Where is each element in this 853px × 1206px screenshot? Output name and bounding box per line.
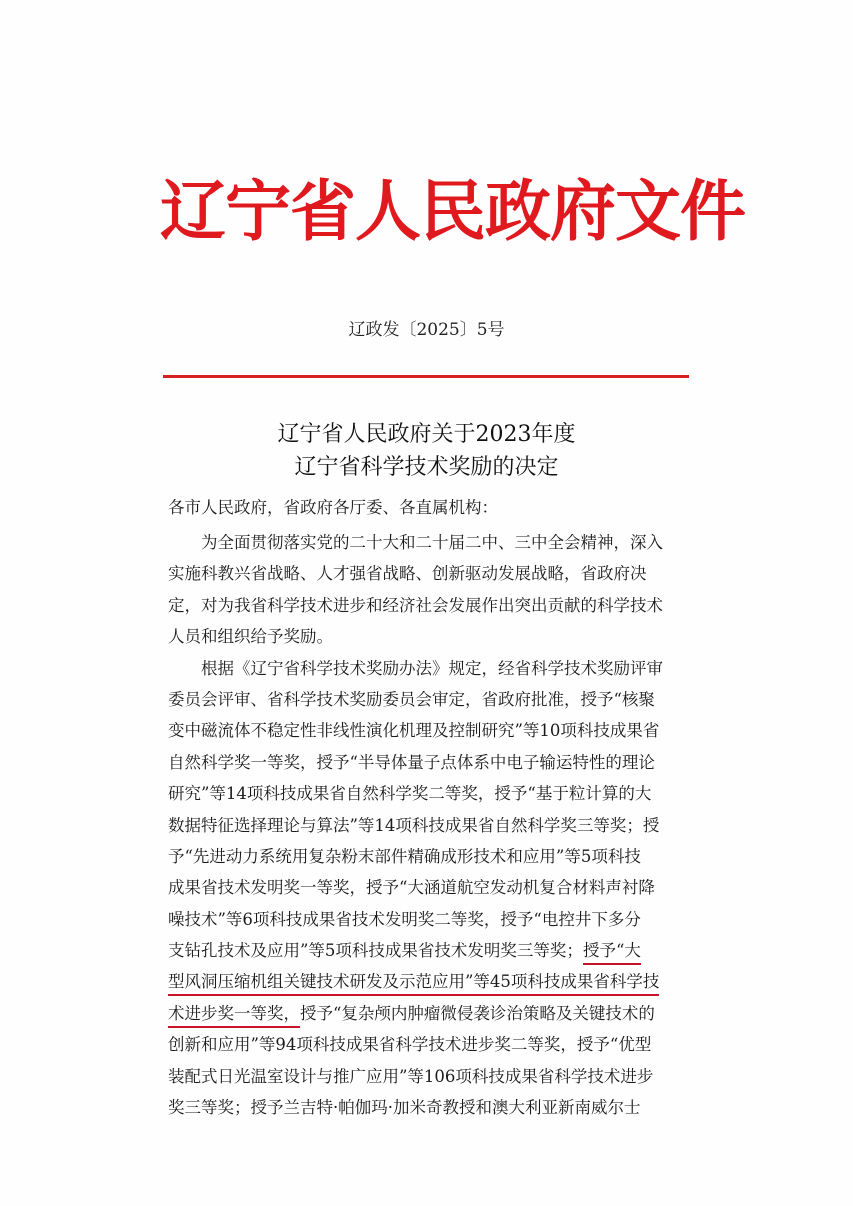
document-title: [0, 418, 853, 484]
underlined-text: 型风洞压缩机组关键技术研发及示范应用”等45项科技成果省科学技: [168, 972, 659, 996]
document-masthead: 辽宁省人民政府文件: [160, 173, 745, 250]
underlined-text: 术进步奖一等奖，: [168, 1004, 300, 1028]
body-line: 变中磁流体不稳定性非线性演化机理及控制研究”等10项科技成果省: [168, 721, 660, 741]
body-line: 根据《辽宁省科学技术奖励办法》规定，经省科学技术奖励评审: [168, 658, 663, 678]
body-line: 定，对为我省科学技术进步和经济社会发展作出突出贡献的科学技术: [168, 595, 663, 615]
body-line-highlighted: [168, 998, 690, 1029]
underlined-text: 授予“大: [583, 941, 641, 965]
body-line: 创新和应用”等94项科技成果省科学技术进步奖二等奖，授予“优型: [168, 1035, 652, 1055]
body-line: 人员和组织给予奖励。: [168, 627, 333, 647]
body-line: 予“先进动力系统用复杂粉末部件精确成形技术和应用”等5项科技: [168, 846, 641, 866]
body-line: 委员会评审、省科学技术奖励委员会审定，省政府批准，授予“核聚: [168, 689, 655, 709]
body-line: 奖三等奖；授予兰吉特·帕伽玛·加米奇教授和澳大利亚新南威尔士: [168, 1098, 641, 1118]
body-line-highlighted: [168, 935, 690, 966]
body-line: 自然科学奖一等奖，授予“半导体量子点体系中电子输运特性的理论: [168, 752, 655, 772]
red-divider-rule: [163, 375, 689, 378]
body-line: 研究”等14项科技成果省自然科学奖二等奖，授予“基于粒计算的大: [168, 784, 652, 804]
title-line-2: 辽宁省科学技术奖励的决定: [294, 455, 559, 480]
salutation: 各市人民政府，省政府各厅委、各直属机构：: [168, 498, 498, 517]
body-text-plain: 支钻孔技术及应用”等5项科技成果省技术发明奖三等奖；: [168, 941, 583, 961]
body-line: 为全面贯彻落实党的二十大和二十届二中、三中全会精神，深入: [168, 533, 663, 552]
body-text-plain: 授予“复杂颅内肿瘤微侵袭诊治策略及关键技术的: [300, 1003, 655, 1023]
body-line: 数据特征选择理论与算法”等14项科技成果省自然科学奖三等奖；授: [168, 815, 660, 835]
body-line: 实施科教兴省战略、人才强省战略、创新驱动发展战略，省政府决: [168, 564, 647, 584]
body-line: 噪技术”等6项科技成果省技术发明奖二等奖，授予“电控井下多分: [168, 909, 641, 929]
body-line: 成果省技术发明奖一等奖，授予“大涵道航空发动机复合材料声衬降: [168, 878, 655, 898]
document-number: 辽政发〔2025〕5号: [348, 320, 505, 340]
body-line: 装配式日光温室设计与推广应用”等106项科技成果省科学技术进步: [168, 1066, 654, 1086]
body-line-highlighted: [168, 966, 690, 997]
title-line-1: 辽宁省人民政府关于2023年度: [277, 422, 576, 447]
document-body: [168, 527, 690, 1123]
